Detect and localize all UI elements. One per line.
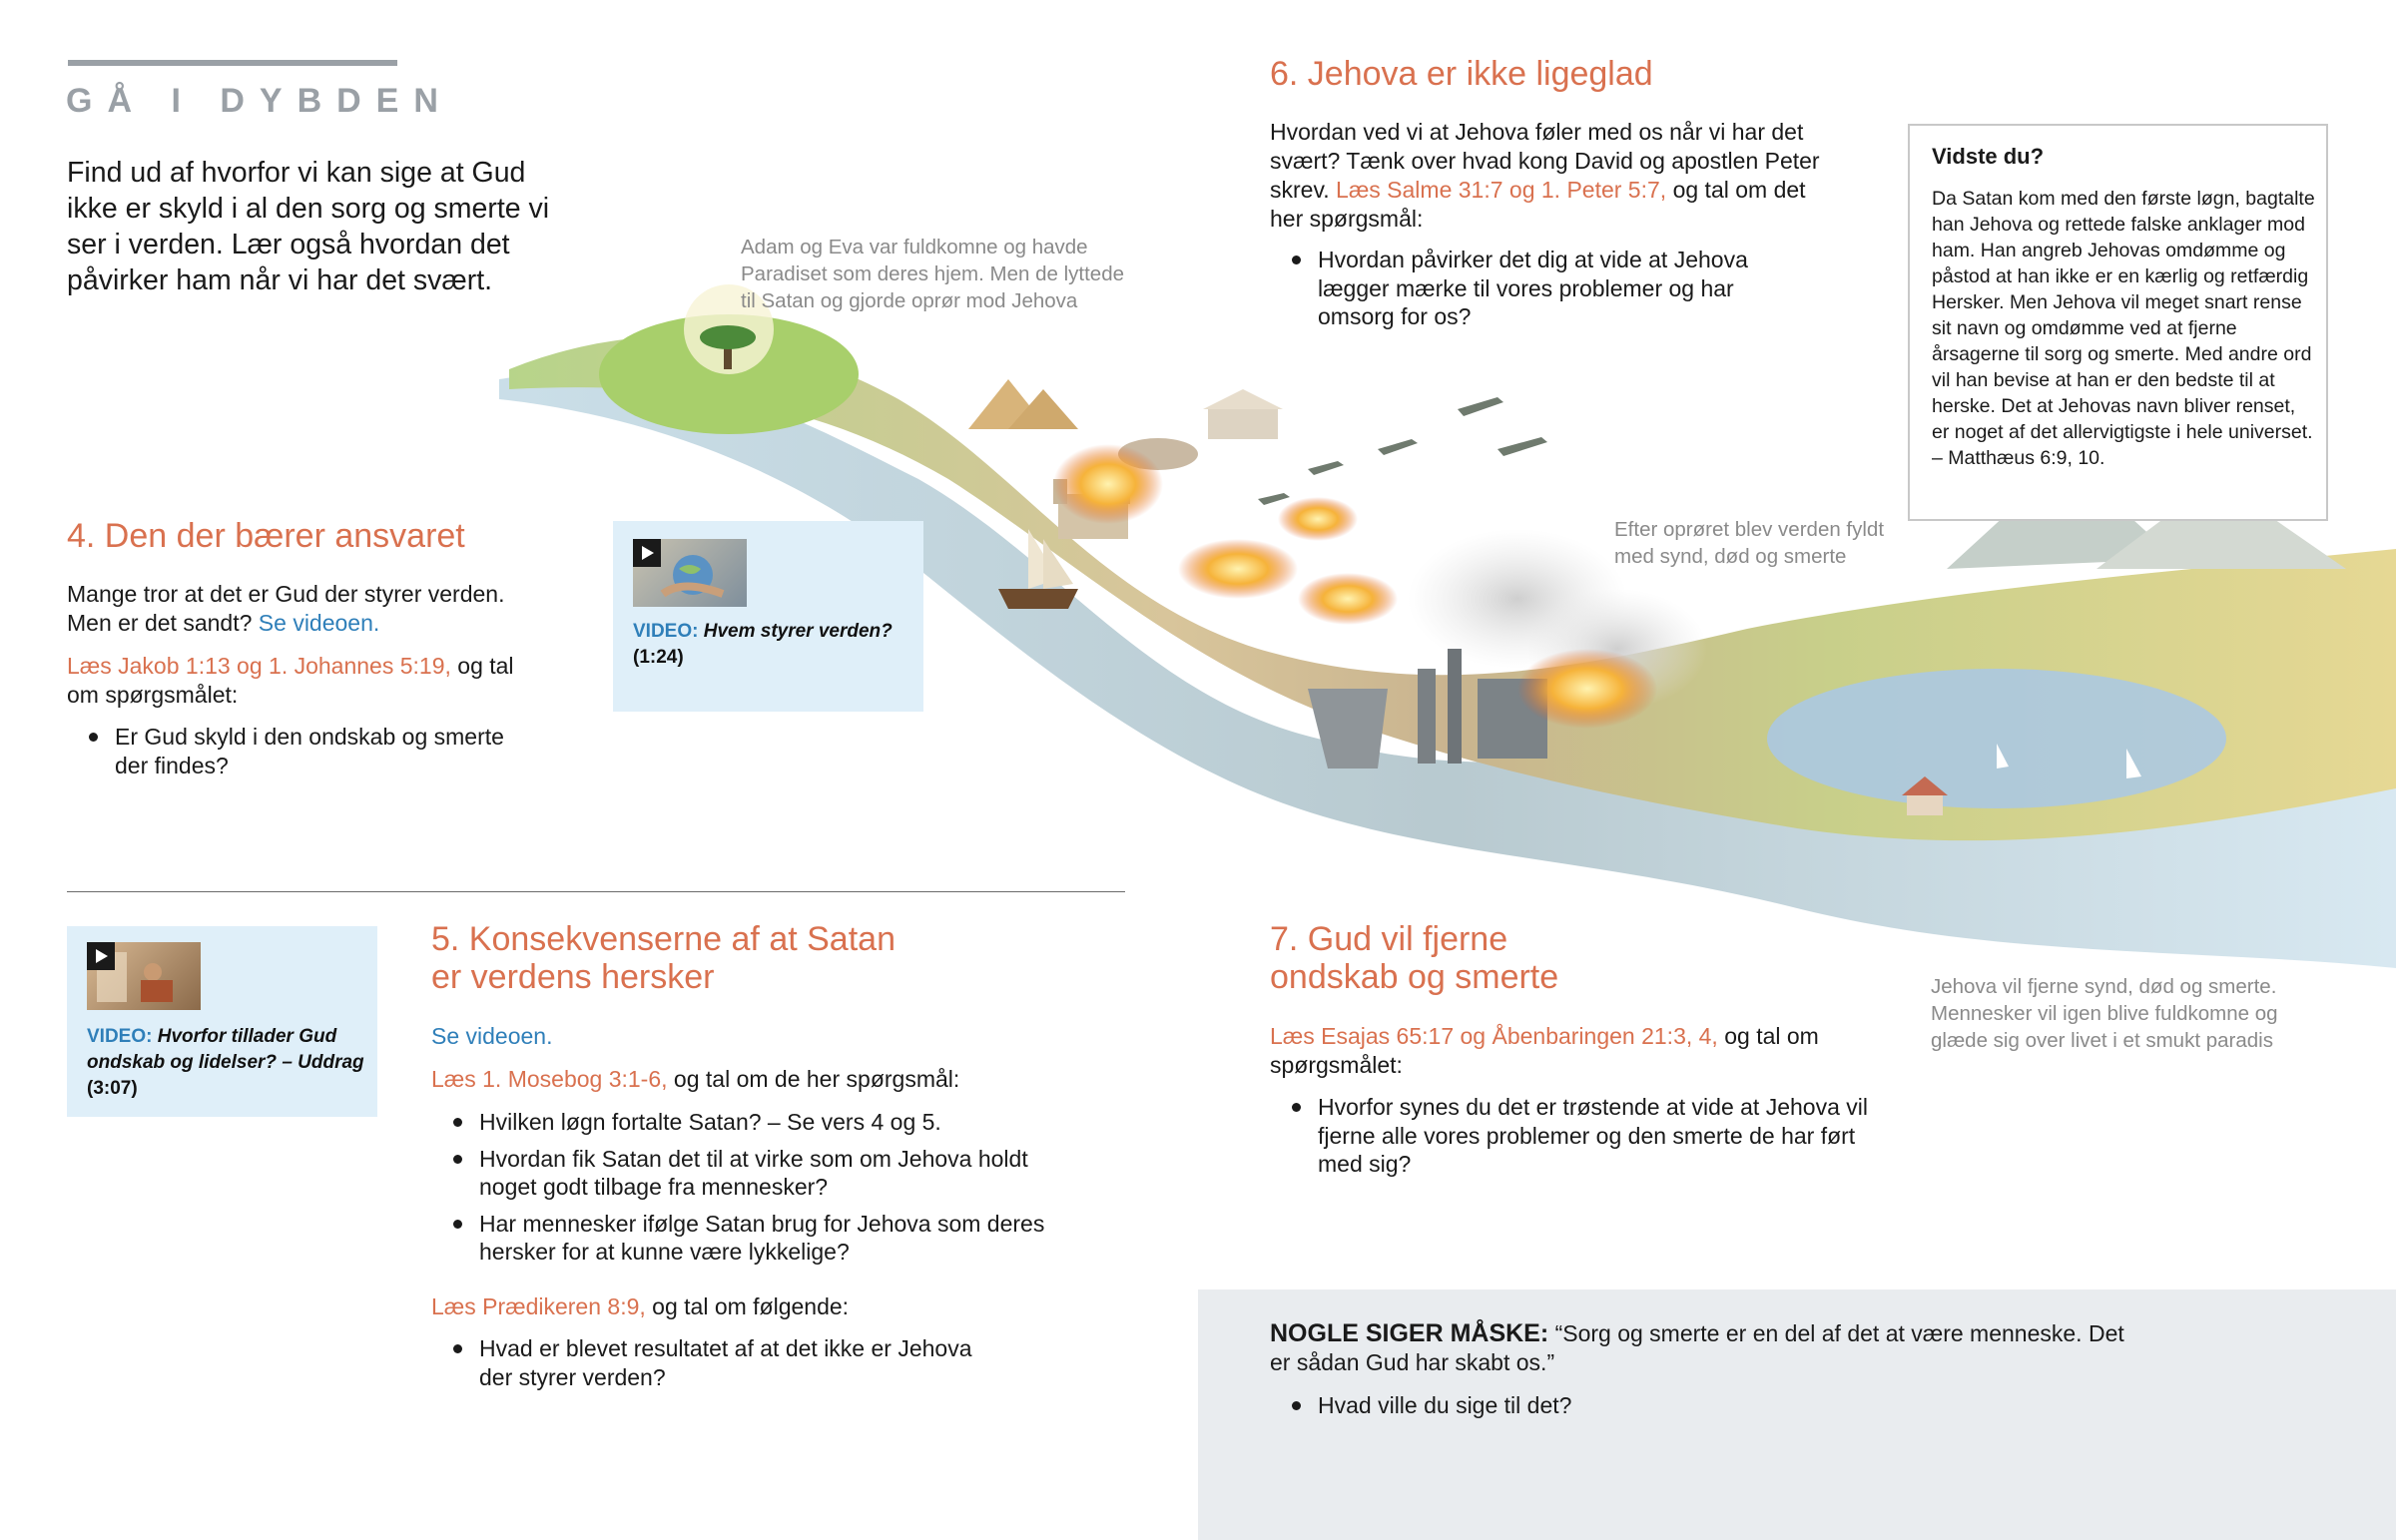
scripture-ref: – Matthæus 6:9, 10. xyxy=(1932,447,2105,469)
section-4-text xyxy=(67,580,536,638)
some-say-panel xyxy=(1198,1289,2396,1540)
some-say-label: NOGLE SIGER MÅSKE: xyxy=(1270,1319,1549,1347)
section-7-read: Læs Esajas 65:17 og Åbenbaringen 21:3, 4, og tal om spørgsmålet: xyxy=(1270,1023,1819,1078)
video-card-hvem-styrer[interactable] xyxy=(613,521,923,712)
section-7-bullets xyxy=(1270,1093,1869,1187)
scripture-link-salme[interactable]: Læs Salme 31:7 og 1. Peter 5:7, xyxy=(1336,177,1667,203)
video-caption: VIDEO: Hvorfor tillader Gud ondskab og lidelser? – Uddrag (3:07) xyxy=(87,1026,364,1099)
see-video-link-4[interactable]: Se videoen. xyxy=(258,610,380,636)
section-4-read-rest: og tal om spørgsmålet: xyxy=(67,653,514,708)
scripture-link-jakob[interactable]: Læs Jakob 1:13 og 1. Johannes 5:19, xyxy=(67,653,451,679)
section-6-bullets xyxy=(1270,246,1779,339)
some-say-text: NOGLE SIGER MÅSKE: “Sorg og smerte er en del af det at være menneske. Det er sådan Gud har skabt os.” xyxy=(1270,1319,2124,1375)
list-item: Hvordan påvirker det dig at vide at Jehova lægger mærke til vores problemer og har omsorg for os? xyxy=(1270,246,1779,331)
section-6-title: 6. Jehova er ikke ligeglad xyxy=(1270,55,1653,93)
kicker-rule xyxy=(68,60,397,66)
video-thumbnail[interactable] xyxy=(633,539,747,607)
play-icon[interactable] xyxy=(633,539,661,567)
section-5-read-1: Læs 1. Mosebog 3:1-6, og tal om de her spørgsmål: xyxy=(431,1066,960,1092)
section-5-bullets-2 xyxy=(431,1334,1010,1399)
kicker: GÅ I DYBDEN xyxy=(66,82,453,120)
list-item: Er Gud skyld i den ondskab og smerte der findes? xyxy=(67,723,536,779)
intro-text: Find ud af hvorfor vi kan sige at Gud ikke er skyld i al den sorg og smerte vi ser i verden. Lær også hvordan det påvirker ham når vi har det svært. xyxy=(67,157,550,296)
some-say-bullets xyxy=(1270,1391,1869,1428)
list-item: Hvordan fik Satan det til at virke som om Jehova holdt noget godt tilbage fra mennesker? xyxy=(431,1145,1070,1202)
caption-future: Jehova vil fjerne synd, død og smerte. Mennesker vil igen blive fuldkomne og glæde sig over livet i et smukt paradis xyxy=(1931,975,2278,1052)
caption-rebellion: Efter oprøret blev verden fyldt med synd, død og smerte xyxy=(1614,518,1885,568)
caption-paradise: Adam og Eva var fuldkomne og havde Paradiset som deres hjem. Men de lyttede til Satan og gjorde oprør mod Jehova xyxy=(741,236,1124,312)
did-you-know-box xyxy=(1908,124,2328,521)
section-4-read xyxy=(67,652,536,710)
did-you-know-title: Vidste du? xyxy=(1932,144,2045,169)
list-item: Har mennesker ifølge Satan brug for Jehova som deres hersker for at kunne være lykkelige? xyxy=(431,1210,1070,1267)
section-4-question: Mange tror at det er Gud der styrer verden. Men er det sandt? xyxy=(67,581,505,636)
section-5-read-2: Læs Prædikeren 8:9, og tal om følgende: xyxy=(431,1293,850,1319)
list-item: Hvad er blevet resultatet af at det ikke er Jehova der styrer verden? xyxy=(431,1334,1010,1391)
video-thumbnail[interactable] xyxy=(87,942,201,1010)
see-video-link-5[interactable]: Se videoen. xyxy=(431,1023,553,1049)
scripture-link-esajas[interactable]: Læs Esajas 65:17 og Åbenbaringen 21:3, 4, xyxy=(1270,1023,1718,1049)
section-6-text: Hvordan ved vi at Jehova føler med os når vi har det svært? Tænk over hvad kong David og apostlen Peter skrev. Læs Salme 31:7 og 1. Peter 5:7, og tal om det her spørgsmål: xyxy=(1270,119,1820,232)
play-icon[interactable] xyxy=(87,942,115,970)
video-caption: VIDEO: Hvem styrer verden? (1:24) xyxy=(633,621,893,668)
scripture-link-praedikeren[interactable]: Læs Prædikeren 8:9, xyxy=(431,1293,646,1319)
section-4-title: 4. Den der bærer ansvaret xyxy=(67,517,465,555)
list-item: Hvad ville du sige til det? xyxy=(1270,1391,1869,1420)
scripture-link-mosebog[interactable]: Læs 1. Mosebog 3:1-6, xyxy=(431,1066,668,1092)
section-4-bullets xyxy=(67,723,536,787)
did-you-know-text: Da Satan kom med den første løgn, bagtalte han Jehova og rettede falske anklager mod ham. Han angreb Jehovas omdømme og påstod at han ikke er en kærlig og retfærdig Hersker. Men Jehova vil meget snart rense sit navn og omdømme ved at fjerne årsagerne til sorg og smerte. Med andre ord vil han bevise at han er den bedste til at herske. Det at Jehovas navn bliver renset, er noget af det allervigtigste i hele universet. – Matthæus 6:9, 10. xyxy=(1932,188,2315,469)
section-5-title: 5. Konsekvenserne af at Satan er verdens hersker xyxy=(431,920,896,996)
section-divider xyxy=(67,891,1125,892)
section-5-bullets-1 xyxy=(431,1108,1070,1275)
list-item: Hvilken løgn fortalte Satan? – Se vers 4 og 5. xyxy=(431,1108,1070,1137)
section-7-title: 7. Gud vil fjerne ondskab og smerte xyxy=(1270,920,1559,996)
video-card-hvorfor-tillader[interactable] xyxy=(67,926,377,1117)
list-item: Hvorfor synes du det er trøstende at vide at Jehova vil fjerne alle vores problemer og den smerte de har ført med sig? xyxy=(1270,1093,1869,1179)
